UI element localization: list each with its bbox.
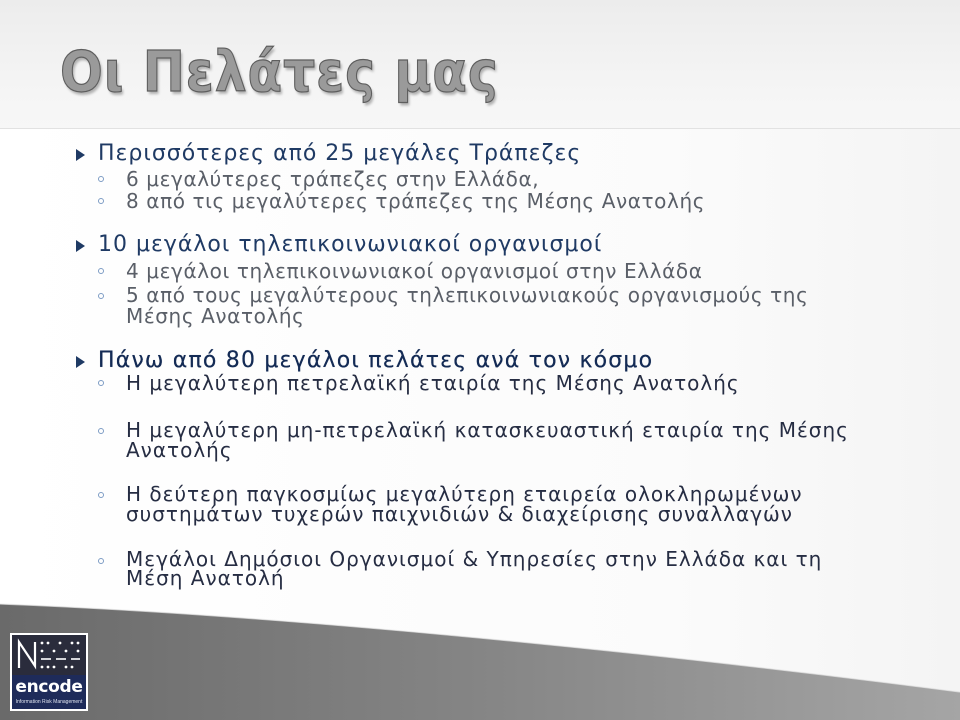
sub-bullet-item: [126, 260, 702, 282]
hollow-circle-bullet-icon: [98, 268, 104, 274]
sub-bullet-item: [126, 285, 808, 327]
hollow-circle-bullet-icon: [98, 293, 104, 299]
sub-bullet-text: 6 μεγαλύτερες τράπεζες στην Ελλάδα,: [126, 167, 540, 191]
sub-bullet-item: [126, 190, 705, 212]
slide-title: Οι Πελάτες μας: [60, 40, 499, 105]
hollow-circle-bullet-icon: [98, 380, 104, 386]
hollow-circle-bullet-icon: [98, 176, 104, 182]
triangle-bullet-icon: [76, 240, 85, 252]
title-band: [0, 0, 960, 129]
sub-bullet-item: [126, 547, 823, 590]
sub-bullet-item: [126, 372, 740, 394]
sub-bullet-item: [126, 484, 803, 524]
triangle-bullet-icon: [76, 149, 85, 161]
sub-bullet-text: Η μεγαλύτερη μη-πετρελαϊκή κατασκευαστική εταιρία της Μέσης: [126, 418, 849, 442]
hollow-circle-bullet-icon: [98, 492, 104, 498]
hollow-circle-bullet-icon: [98, 558, 104, 564]
bullet-item: [98, 232, 602, 258]
bullet-text: Πάνω από 80 μεγάλοι πελάτες ανά τον κόσμο: [98, 348, 654, 373]
sub-bullet-text: Μέσης Ανατολής: [126, 304, 305, 328]
logo-tagline: Information Risk Management: [15, 699, 83, 705]
bullet-item: [98, 141, 581, 167]
logo-name: encode: [15, 677, 83, 697]
bullet-text: 10 μεγάλοι τηλεπικοινωνιακοί οργανισμοί: [98, 232, 603, 257]
encode-logo: [10, 633, 88, 711]
bullet-text: Περισσότερες από 25 μεγάλες Τράπεζες: [98, 141, 582, 166]
sub-bullet-text: 5 από τους μεγαλύτερους τηλεπικοινωνιακούς οργανισμούς της: [126, 283, 809, 307]
triangle-bullet-icon: [76, 356, 85, 368]
sub-bullet-text: Η μεγαλύτερη πετρελαϊκή εταιρία της Μέσης Ανατολής: [126, 371, 740, 395]
sub-bullet-text: 4 μεγάλοι τηλεπικοινωνιακοί οργανισμοί στην Ελλάδα: [126, 259, 703, 283]
sub-bullet-text: συστημάτων τυχερών παιχνιδιών & διαχείρισης συναλλαγών: [126, 502, 793, 526]
sub-bullet-text: Ανατολής: [126, 438, 233, 462]
sub-bullet-text: Η δεύτερη παγκοσμίως μεγαλύτερη εταιρεία ολοκληρωμένων: [126, 482, 803, 506]
sub-bullet-item: [126, 420, 849, 460]
sub-bullet-text: Μέση Ανατολή: [126, 566, 285, 590]
sub-bullet-text: Μεγάλοι Δημόσιοι Οργανισμοί & Υπηρεσίες στην Ελλάδα και τη: [126, 547, 823, 571]
hollow-circle-bullet-icon: [98, 198, 104, 204]
sub-bullet-text: 8 από τις μεγαλύτερες τράπεζες της Μέσης Ανατολής: [126, 189, 706, 213]
footer-wave: [0, 590, 960, 720]
sub-bullet-item: [126, 168, 539, 190]
hollow-circle-bullet-icon: [98, 428, 104, 434]
